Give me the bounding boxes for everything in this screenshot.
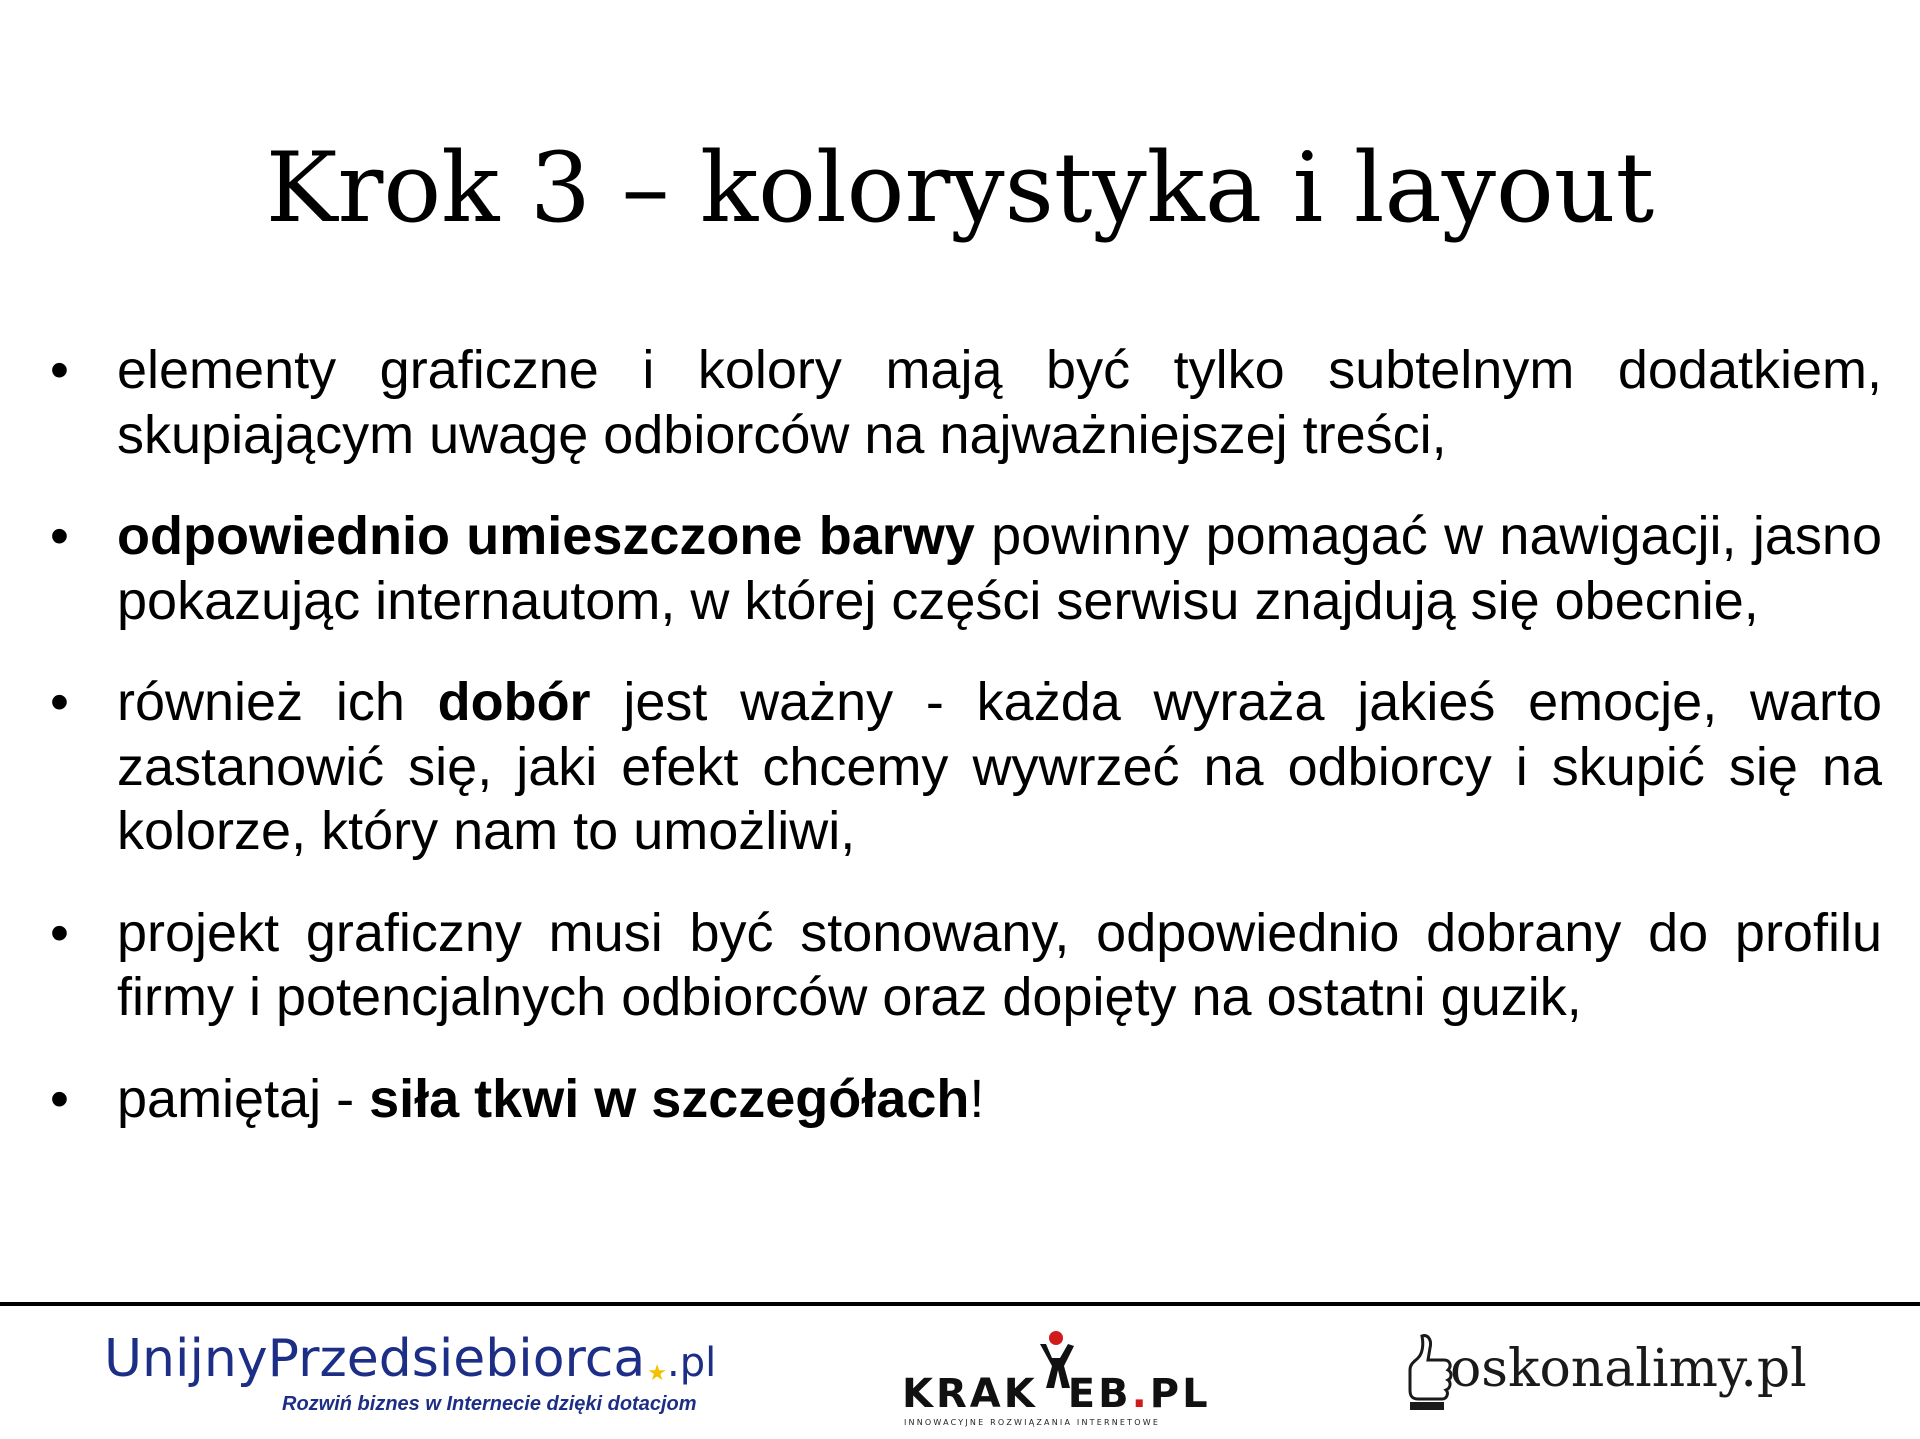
bullet-dot-icon: • bbox=[50, 340, 69, 400]
bullet-item bbox=[50, 901, 1882, 1030]
doskonalimy-logo[interactable] bbox=[1404, 1328, 1824, 1418]
bullet-text: projekt graficzny musi być stonowany, odpowiednio dobrany do profilu firmy i potencjalnych odbiorców oraz dopięty na ostatni guzik, bbox=[117, 902, 1882, 1027]
unijny-logo-name: UnijnyPrzedsiebiorca bbox=[104, 1329, 646, 1389]
bullet-bold-text: odpowiednio umieszczone barwy bbox=[117, 506, 975, 566]
bullet-bold-text: siła tkwi w szczegółach bbox=[369, 1068, 970, 1129]
krakweb-logo-dot: . bbox=[1131, 1371, 1150, 1417]
bullet-dot-icon: • bbox=[50, 672, 69, 732]
bullet-dot-icon: • bbox=[50, 902, 69, 963]
bullet-item bbox=[50, 1067, 1882, 1132]
slide-title: Krok 3 – kolorystyka i layout bbox=[265, 132, 1655, 244]
doskonalimy-logo-wordmark: oskonalimy.pl bbox=[1450, 1339, 1807, 1399]
bullet-dot-icon: • bbox=[50, 506, 69, 566]
krakweb-logo[interactable] bbox=[902, 1330, 1211, 1430]
bullet-bold-text: dobór bbox=[437, 672, 591, 732]
unijny-logo-tagline: Rozwiń biznes w Internecie dzięki dotacjom bbox=[282, 1393, 697, 1415]
krakweb-logo-wordmark bbox=[902, 1372, 1211, 1416]
bullet-text: pamiętaj - bbox=[117, 1068, 370, 1129]
bullet-item bbox=[50, 504, 1882, 633]
krakweb-logo-part: EB bbox=[1067, 1371, 1132, 1417]
bullet-text: również ich bbox=[117, 672, 438, 732]
unijny-logo-tld: .pl bbox=[667, 1340, 717, 1386]
krakweb-logo-subtitle: INNOWACYJNE ROZWIĄZANIA INTERNETOWE bbox=[904, 1418, 1161, 1427]
bullet-text: jest ważny - każda wyraża jakieś emocje, warto zastanowić się, jaki efekt chcemy wywrzeć na odbiorcy i skupić się na kolorze, który nam to umożliwi, bbox=[117, 672, 1882, 861]
star-icon: ★ bbox=[647, 1361, 667, 1386]
krakweb-logo-part: PL bbox=[1149, 1371, 1211, 1417]
bullet-item bbox=[50, 670, 1882, 864]
bullet-item bbox=[50, 338, 1882, 467]
footer-divider bbox=[0, 1302, 1920, 1306]
bullet-text: elementy graficzne i kolory mają być tylko subtelnym dodatkiem, skupiającym uwagę odbiorców na najważniejszej treści, bbox=[117, 340, 1882, 465]
thumbs-up-icon bbox=[1404, 1332, 1454, 1412]
krakweb-logo-part: KRAK bbox=[902, 1371, 1038, 1417]
bullet-dot-icon: • bbox=[50, 1068, 69, 1129]
unijny-przedsiebiorca-logo[interactable] bbox=[104, 1327, 724, 1427]
bullet-list bbox=[50, 338, 1882, 1131]
bullet-text: ! bbox=[969, 1068, 985, 1129]
bullet-text: powinny pomagać w nawigacji, jasno pokazując internautom, w której części serwisu znajdują się obecnie, bbox=[117, 506, 1882, 631]
